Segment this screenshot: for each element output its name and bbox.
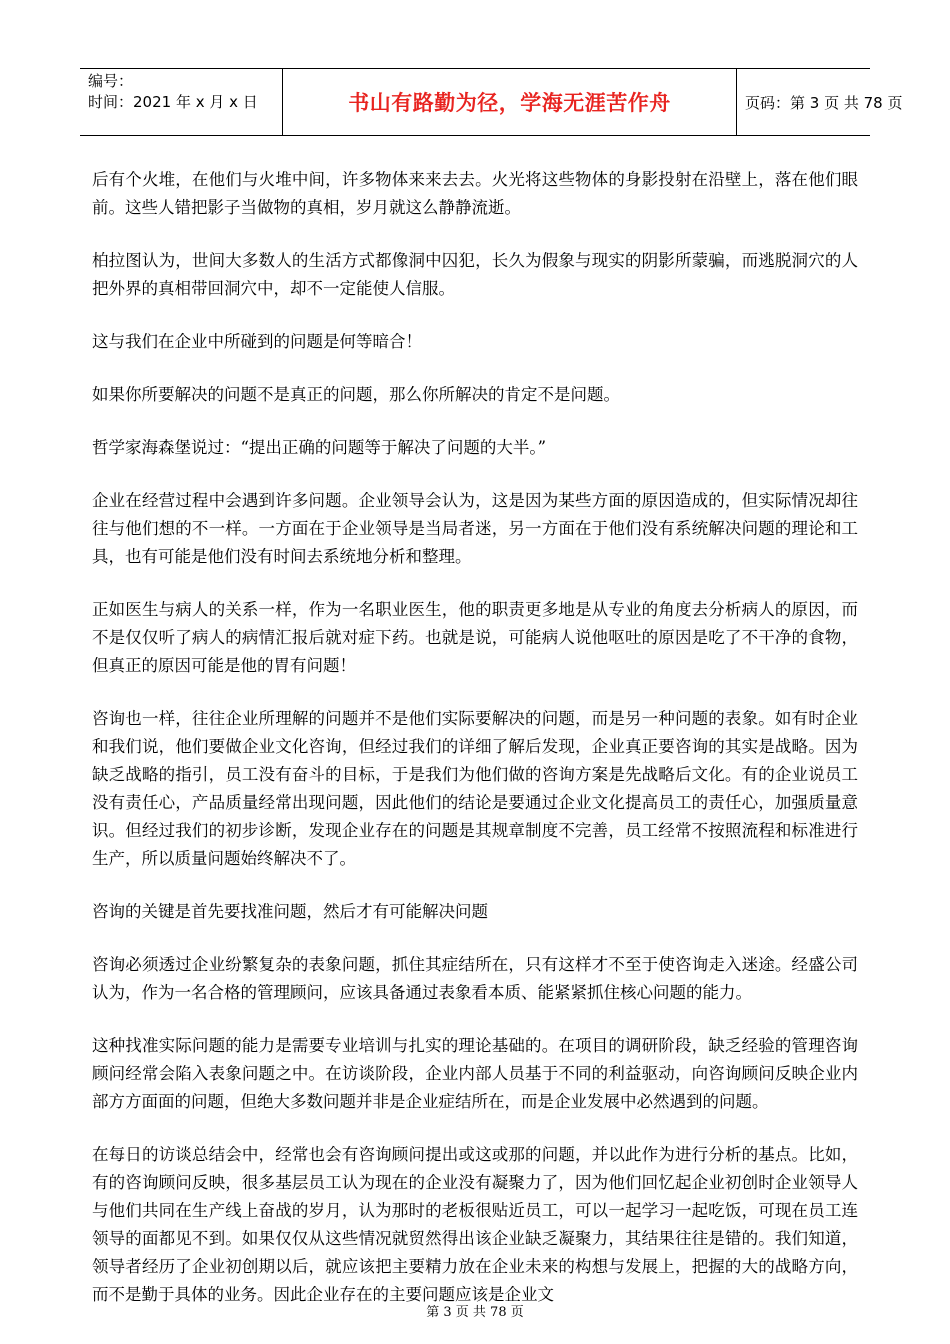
paragraph: 企业在经营过程中会遇到许多问题。企业领导会认为，这是因为某些方面的原因造成的，但实际情况却往往与他们想的不一样。一方面在于企业领导是当局者迷，另一方面在于他们没有系统解决问题的理论和工具，也有可能是他们没有时间去系统地分析和整理。 (92, 491, 858, 566)
document-body (92, 166, 858, 1334)
paragraph: 后有个火堆，在他们与火堆中间，许多物体来来去去。火光将这些物体的身影投射在沿壁上，落在他们眼前。这些人错把影子当做物的真相，岁月就这么静静流逝。 (92, 170, 858, 217)
document-header (80, 68, 903, 136)
document-number-label: 编号： (88, 72, 134, 90)
header-page-cell (737, 69, 903, 135)
paragraph: 如果你所要解决的问题不是真正的问题，那么你所解决的肯定不是问题。 (92, 385, 620, 404)
header-motto-cell (283, 69, 737, 135)
paragraph: 这种找准实际问题的能力是需要专业培训与扎实的理论基础的。在项目的调研阶段，缺乏经验的管理咨询顾问经常会陷入表象问题之中。在访谈阶段，企业内部人员基于不同的利益驱动，向咨询顾问反映企业内部方方面面的问题，但绝大多数问题并非是企业症结所在，而是企业发展中必然遇到的问题。 (92, 1036, 858, 1111)
paragraph: 正如医生与病人的关系一样，作为一名职业医生，他的职责更多地是从专业的角度去分析病人的原因，而不是仅仅听了病人的病情汇报后就对症下药。也就是说，可能病人说他呕吐的原因是吃了不干净的食物，但真正的原因可能是他的胃有问题！ (92, 600, 858, 675)
paragraph: 这与我们在企业中所碰到的问题是何等暗合！ (92, 332, 422, 351)
paragraph: 咨询也一样，往往企业所理解的问题并不是他们实际要解决的问题，而是另一种问题的表象。如有时企业和我们说，他们要做企业文化咨询，但经过我们的详细了解后发现，企业真正要咨询的其实是战略。因为缺乏战略的指引，员工没有奋斗的目标，于是我们为他们做的咨询方案是先战略后文化。有的企业说员工没有责任心，产品质量经常出现问题，因此他们的结论是要通过企业文化提高员工的责任心，加强质量意识。但经过我们的初步诊断，发现企业存在的问题是其规章制度不完善，员工经常不按照流程和标准进行生产，所以质量问题始终解决不了。 (92, 709, 858, 868)
header-motto: 书山有路勤为径，学海无涯苦作舟 (348, 91, 671, 115)
header-page-number: 页码：第 3 页 共 78 页 (745, 93, 903, 112)
header-meta (80, 69, 283, 135)
paragraph: 柏拉图认为，世间大多数人的生活方式都像洞中囚犯，长久为假象与现实的阴影所蒙骗，而逃脱洞穴的人把外界的真相带回洞穴中，却不一定能使人信服。 (92, 251, 858, 298)
paragraph: 在每日的访谈总结会中，经常也会有咨询顾问提出或这或那的问题，并以此作为进行分析的基点。比如，有的咨询顾问反映，很多基层员工认为现在的企业没有凝聚力了，因为他们回忆起企业初创时企业领导人与他们共同在生产线上奋战的岁月，认为那时的老板很贴近员工，可以一起学习一起吃饭，可现在员工连领导的面都见不到。如果仅仅从这些情况就贸然得出该企业缺乏凝聚力，其结果往往是错的。我们知道，领导者经历了企业初创期以后，就应该把主要精力放在企业未来的构想与发展上，把握的大的战略方向，而不是勤于具体的业务。因此企业存在的主要问题应该是企业文 (92, 1145, 858, 1304)
paragraph-heading: 咨询的关键是首先要找准问题，然后才有可能解决问题 (92, 902, 488, 921)
paragraph: 咨询必须透过企业纷繁复杂的表象问题，抓住其症结所在，只有这样才不至于使咨询走入迷途。经盛公司认为，作为一名合格的管理顾问，应该具备通过表象看本质、能紧紧抓住核心问题的能力。 (92, 955, 858, 1002)
document-date-label: 时间：2021 年 x 月 x 日 (88, 93, 258, 111)
page-footer: 第 3 页 共 78 页 (426, 1305, 524, 1320)
paragraph: 哲学家海森堡说过：“提出正确的问题等于解决了问题的大半。” (92, 438, 547, 457)
